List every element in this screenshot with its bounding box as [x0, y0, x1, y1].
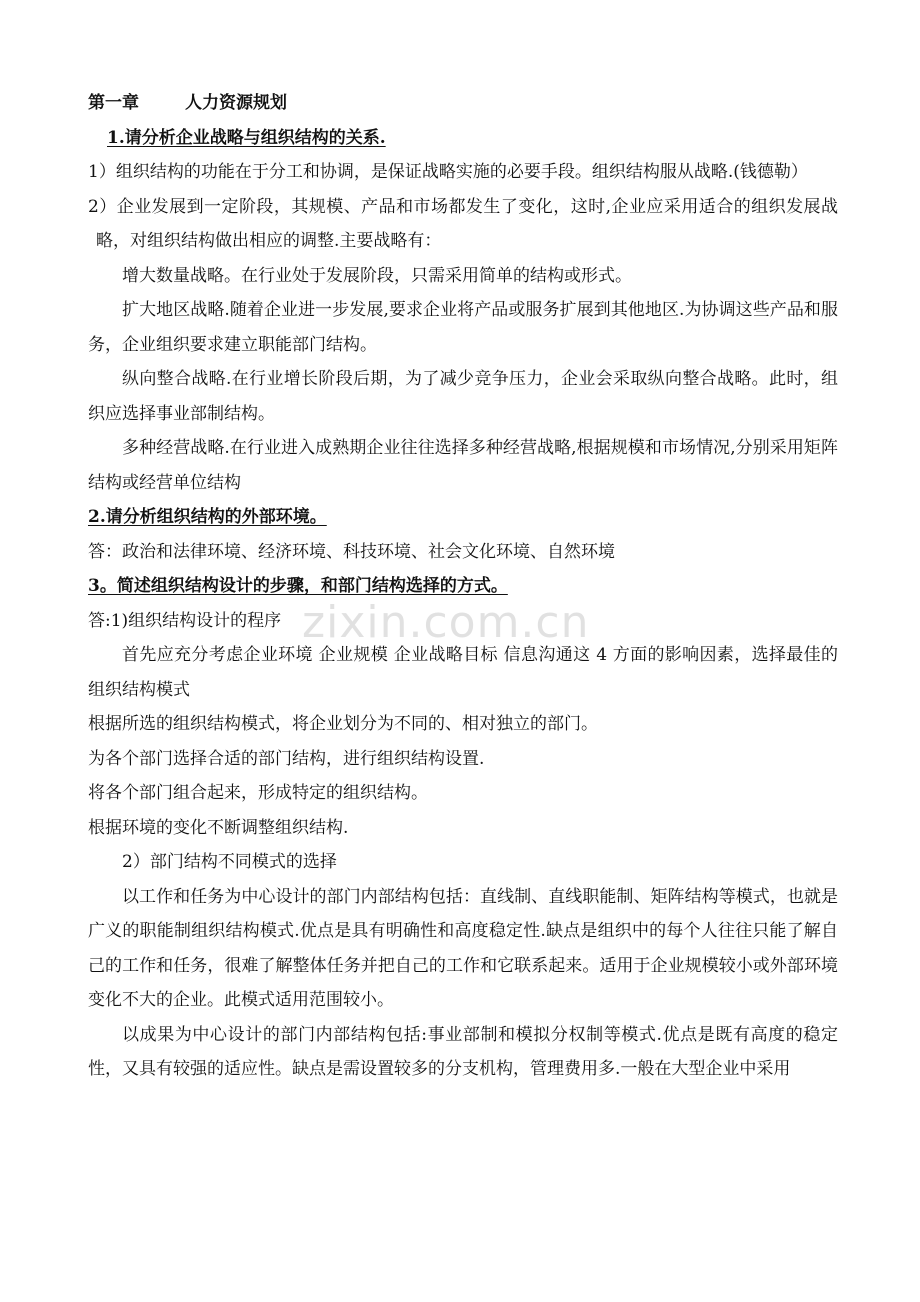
q1-paragraph-3: 增大数量战略。在行业处于发展阶段，只需采用简单的结构或形式。 [122, 265, 632, 286]
q3-paragraph-5: 根据环境的变化不断调整组织结构. [88, 817, 349, 838]
q1-paragraph-1: 1）组织结构的功能在于分工和协调，是保证战略实施的必要手段。组织结构服从战略.(钱德勒） [88, 162, 808, 182]
q2-answer: 答：政治和法律环境、经济环境、科技环境、社会文化环境、自然环境 [88, 541, 615, 562]
q3-paragraph-6: 以工作和任务为中心设计的部门内部结构包括：直线制、直线职能制、矩阵结构等模式，也就是广义的职能制组织结构模式.优点是具有明确性和高度稳定性.缺点是组织中的每个人往往只能了解自己的工作和任务，很难了解整体任务并把自己的工作和它联系起来。适用于企业规模较小或外部环境变化不大的企业。此模式适用范围较小。 [88, 886, 838, 1010]
q3-paragraph-3: 为各个部门选择合适的部门结构，进行组织结构设置. [88, 748, 485, 769]
chapter-heading [88, 86, 838, 121]
q1-paragraph-6: 多种经营战略.在行业进入成熟期企业往往选择多种经营战略,根据规模和市场情况,分别采用矩阵结构或经营单位结构 [88, 438, 838, 493]
chapter-title: 人力资源规划 [185, 93, 287, 113]
q3-answer-part-1: 答:1)组织结构设计的程序 [88, 610, 282, 631]
watermark-text: zixin.com.cn [302, 597, 590, 648]
q1-paragraph-4: 扩大地区战略.随着企业进一步发展,要求企业将产品或服务扩展到其他地区.为协调这些产品和服务，企业组织要求建立职能部门结构。 [88, 300, 838, 355]
q1-paragraph-2: 2）企业发展到一定阶段，其规模、产品和市场都发生了变化，这时,企业应采用适合的组织发展战略，对组织结构做出相应的调整.主要战略有： [88, 196, 838, 251]
document-page [88, 86, 838, 1087]
q1-paragraph-5: 纵向整合战略.在行业增长阶段后期，为了减少竞争压力，企业会采取纵向整合战略。此时，组织应选择事业部制结构。 [88, 369, 838, 424]
q3-paragraph-1: 首先应充分考虑企业环境 企业规模 企业战略目标 信息沟通这 4 方面的影响因素，选择最佳的组织结构模式 [88, 645, 838, 700]
q3-paragraph-4: 将各个部门组合起来，形成特定的组织结构。 [88, 783, 428, 803]
chapter-label: 第一章 [88, 93, 139, 113]
q3-paragraph-2: 根据所选的组织结构模式，将企业划分为不同的、相对独立的部门。 [88, 714, 598, 734]
question-3-heading: 3。简述组织结构设计的步骤，和部门结构选择的方式。 [88, 576, 508, 596]
question-2-heading: 2.请分析组织结构的外部环境。 [88, 507, 327, 527]
question-1-heading: 1.请分析企业战略与组织结构的关系. [107, 127, 386, 148]
q3-paragraph-7: 以成果为中心设计的部门内部结构包括:事业部制和模拟分权制等模式.优点是既有高度的稳定性，又具有较强的适应性。缺点是需设置较多的分支机构，管理费用多.一般在大型企业中采用 [88, 1024, 838, 1079]
q3-answer-part-2: 2）部门结构不同模式的选择 [122, 852, 337, 872]
